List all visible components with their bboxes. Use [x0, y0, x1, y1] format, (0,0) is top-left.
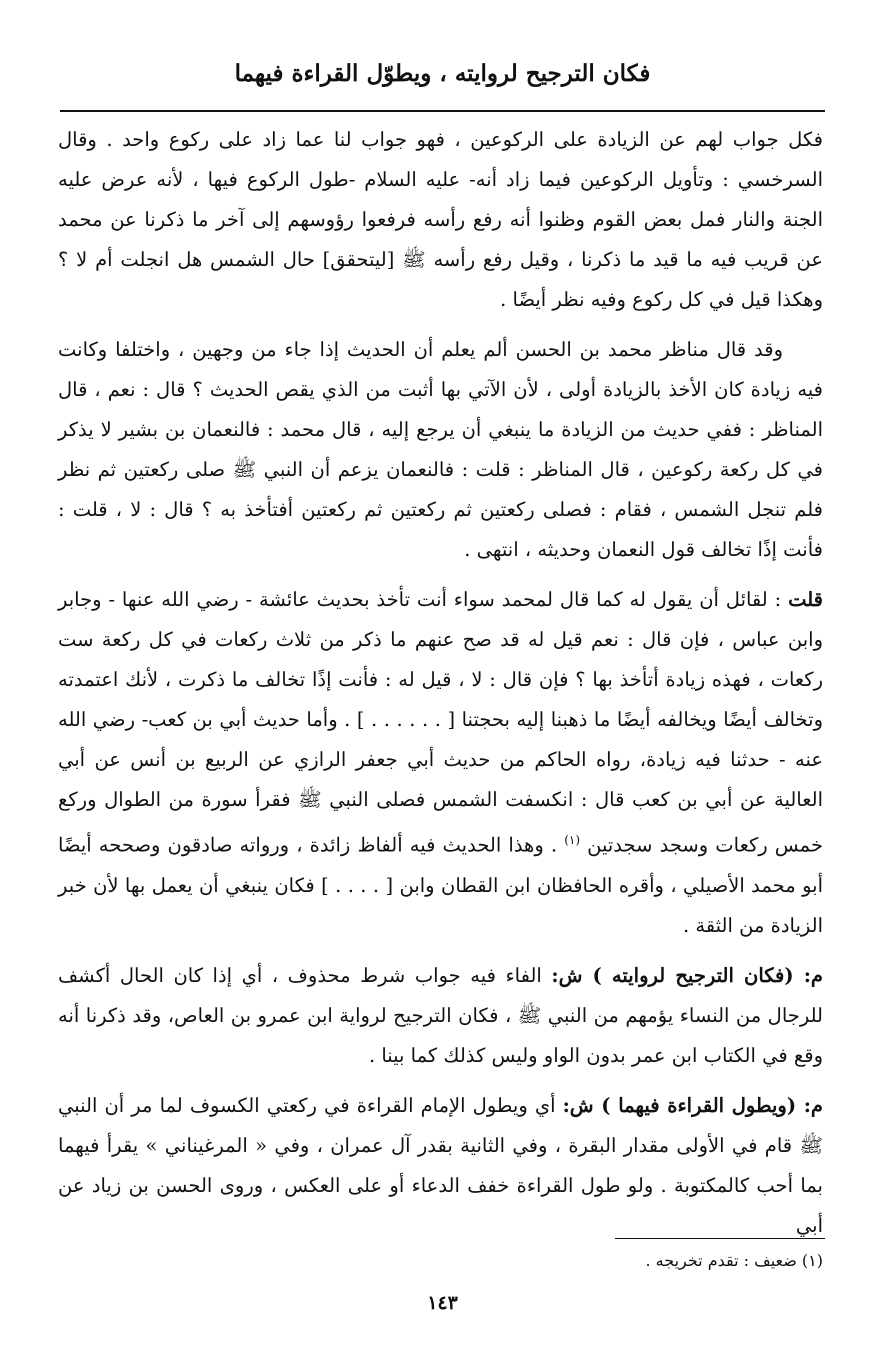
paragraph-lead: م: (فكان الترجيح لروايته ) ش: [551, 963, 824, 987]
paragraph-3 [58, 580, 823, 946]
footnote-divider [615, 1238, 825, 1239]
header-divider [60, 110, 825, 112]
paragraph-4 [58, 956, 823, 1076]
paragraph-lead: قلت [788, 588, 823, 611]
paragraph-5 [58, 1086, 823, 1246]
page-number: ١٤٣ [427, 1292, 458, 1314]
running-header: فكان الترجيح لروايته ، ويطوّل القراءة فيهما [234, 60, 651, 87]
paragraph-text: وقد قال مناظر محمد بن الحسن ألم يعلم أن الحديث إذا جاء من وجهين ، واختلفا وكانت فيه زيادة كان الأخذ بالزيادة أولى ، لأن الآتي بها أثبت من الذي يقص الحديث ؟ قال : نعم ، قال المناظر : ففي حديث من الزيادة ما ينبغي أن يرجع إليه ، قال محمد : فالنعمان بن بشير لا يذكر في كل ركعة ركوعين ، قال المناظر : قلت : فالنعمان يزعم أن النبي ﷺ صلى ركعتين ثم نظر فلم تنجل الشمس ، فقام : فصلى ركعتين ثم ركعتين ثم ركعتين أفتأخذ به ؟ قال : لا ، قلت : فأنت إذًا تخالف قول النعمان وحديثه ، انتهى . [58, 338, 823, 561]
paragraph-text: أي ويطول الإمام القراءة في ركعتي الكسوف لما مر أن النبي ﷺ قام في الأولى مقدار البقرة ، وفي الثانية بقدر آل عمران ، وفي « المرغيناني » يقرأ فيهما بما أحب كالمكتوبة . ولو طول القراءة خفف الدعاء أو على العكس ، وروى الحسن بن زياد عن أبي [58, 1093, 823, 1237]
paragraph-text: : لقائل أن يقول له كما قال لمحمد سواء أنت تأخذ بحديث عائشة - رضي الله عنها - وجابر وابن عباس ، فإن قال : نعم قيل له قد صح عنهم ما ذكر من ثلاث ركعات في كل ركعة ست ركعات ، فهذه زيادة أتأخذ بها ؟ فإن قال : لا ، قيل له : فأنت إذًا تخالف ما ذكرت ، لأنك اعتمدته وتخالف أيضًا ويخالفه أيضًا ما ذهبنا إليه بحجتنا [ . . . . . . ] . وأما حديث أبي بن كعب- رضي الله عنه - حدثنا فيه زيادة، رواه الحاكم من حديث أبي جعفر الرازي عن الربيع بن أنس عن أبي العالية عن أبي بن كعب قال : انكسفت الشمس فصلى النبي ﷺ فقرأ سورة من الطوال وركع خمس ركعات وسجد سجدتين [58, 588, 823, 857]
paragraph-1 [58, 120, 823, 320]
paragraph-text: الفاء فيه جواب شرط محذوف ، أي إذا كان الحال أكشف للرجال من النساء يؤمهم من النبي ﷺ ، فكان الترجيح لرواية ابن عمرو بن العاص، وقد ذكرنا أنه وقع في الكتاب ابن عمر بدون الواو وليس كذلك كما بينا . [58, 963, 823, 1067]
main-text [58, 120, 823, 1256]
paragraph-2 [58, 330, 823, 570]
footnote-reference[interactable]: (١) [564, 833, 581, 847]
paragraph-text: فكل جواب لهم عن الزيادة على الركوعين ، فهو جواب لنا عما زاد على ركوع واحد . وقال السرخسي : وتأويل الركوعين فيما زاد أنه- عليه السلام -طول الركوع فيها ، لأنه عرض عليه الجنة والنار فمل بعض القوم وظنوا أنه رفع رأسه فرفعوا رؤوسهم إلى آخر ما ذكرنا عن محمد عن قريب فيه ما قيد ما ذكرنا ، وقيل رفع رأسه ﷺ [ليتحقق] حال الشمس هل انجلت أم لا ؟ وهكذا قيل في كل ركوع وفيه نظر أيضًا . [58, 128, 823, 311]
footnote: (١) ضعيف : تقدم تخريجه . [645, 1251, 823, 1270]
paragraph-lead: م: (ويطول القراءة فيهما ) ش: [562, 1093, 823, 1117]
paragraph-text-continued: . وهذا الحديث فيه ألفاظ زائدة ، ورواته صادقون وصححه أيضًا أبو محمد الأصيلي ، وأقره الحافظان ابن القطان وابن [ . . . . ] فكان ينبغي أن يعمل بها لأن خبر الزيادة من الثقة . [58, 833, 823, 937]
